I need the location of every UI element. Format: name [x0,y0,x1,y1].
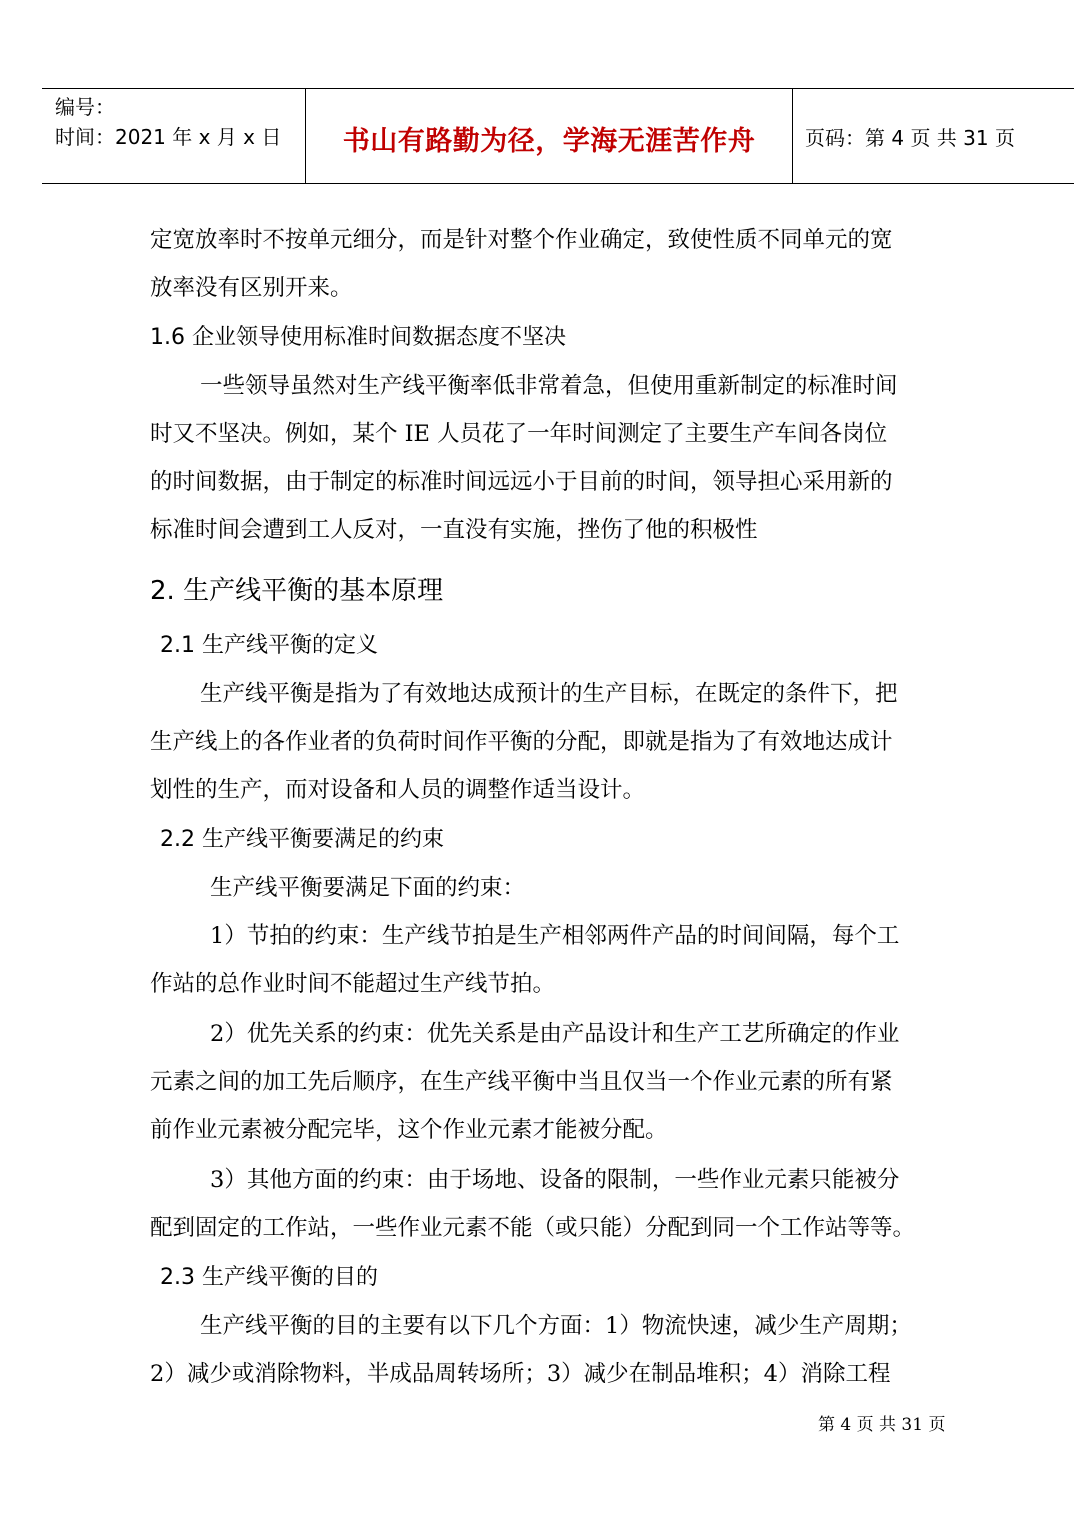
paragraph-line: 元素之间的加工先后顺序，在生产线平衡中当且仅当一个作业元素的所有紧 [150,1069,893,1095]
page-footer: 第 4 页 共 31 页 [818,1415,946,1435]
document-number-label: 编号： [55,95,115,119]
paragraph-line: 生产线平衡是指为了有效地达成预计的生产目标，在既定的条件下，把 [200,681,898,707]
header-motto-cell [305,89,793,183]
paragraph-line: 放率没有区别开来。 [150,275,353,301]
paragraph-line: 定宽放率时不按单元细分，而是针对整个作业确定，致使性质不同单元的宽 [150,227,893,253]
document-time-label: 时间：2021 年 x 月 x 日 [55,125,282,149]
header-page-info: 页码：第 4 页 共 31 页 [805,126,1015,150]
paragraph-line: 2）减少或消除物料，半成品周转场所；3）减少在制品堆积；4）消除工程 [150,1361,891,1387]
paragraph-line: 生产线上的各作业者的负荷时间作平衡的分配，即就是指为了有效地达成计 [150,729,893,755]
paragraph-line: 划性的生产，而对设备和人员的调整作适当设计。 [150,777,646,803]
section-heading-1-6: 1.6 企业领导使用标准时间数据态度不坚决 [150,325,566,350]
paragraph-line: 配到固定的工作站，一些作业元素不能（或只能）分配到同一个工作站等等。 [150,1215,916,1241]
paragraph-line: 一些领导虽然对生产线平衡率低非常着急，但使用重新制定的标准时间 [200,373,898,399]
paragraph-line: 生产线平衡的目的主要有以下几个方面：1）物流快速，减少生产周期； [200,1313,912,1339]
paragraph-line: 时又不坚决。例如，某个 IE 人员花了一年时间测定了主要生产车间各岗位 [150,421,888,447]
section-heading-2-3: 2.3 生产线平衡的目的 [160,1265,378,1290]
header-page-cell [792,89,1074,183]
paragraph-line: 前作业元素被分配完毕，这个作业元素才能被分配。 [150,1117,668,1143]
section-heading-2: 2. 生产线平衡的基本原理 [150,576,444,606]
header-motto: 书山有路勤为径，学海无涯苦作舟 [342,126,756,157]
paragraph-line: 的时间数据，由于制定的标准时间远远小于目前的时间，领导担心采用新的 [150,469,893,495]
header-meta-cell [42,89,305,183]
section-heading-2-2: 2.2 生产线平衡要满足的约束 [160,827,444,852]
paragraph-line: 3）其他方面的约束：由于场地、设备的限制，一些作业元素只能被分 [210,1167,900,1193]
paragraph-line: 生产线平衡要满足下面的约束： [210,875,526,901]
paragraph-line: 1）节拍的约束：生产线节拍是生产相邻两件产品的时间间隔，每个工 [210,923,900,949]
section-heading-2-1: 2.1 生产线平衡的定义 [160,633,378,658]
page-header [42,88,1074,184]
paragraph-line: 作站的总作业时间不能超过生产线节拍。 [150,971,556,997]
paragraph-line: 标准时间会遭到工人反对，一直没有实施，挫伤了他的积极性 [150,517,758,543]
paragraph-line: 2）优先关系的约束：优先关系是由产品设计和生产工艺所确定的作业 [210,1021,900,1047]
